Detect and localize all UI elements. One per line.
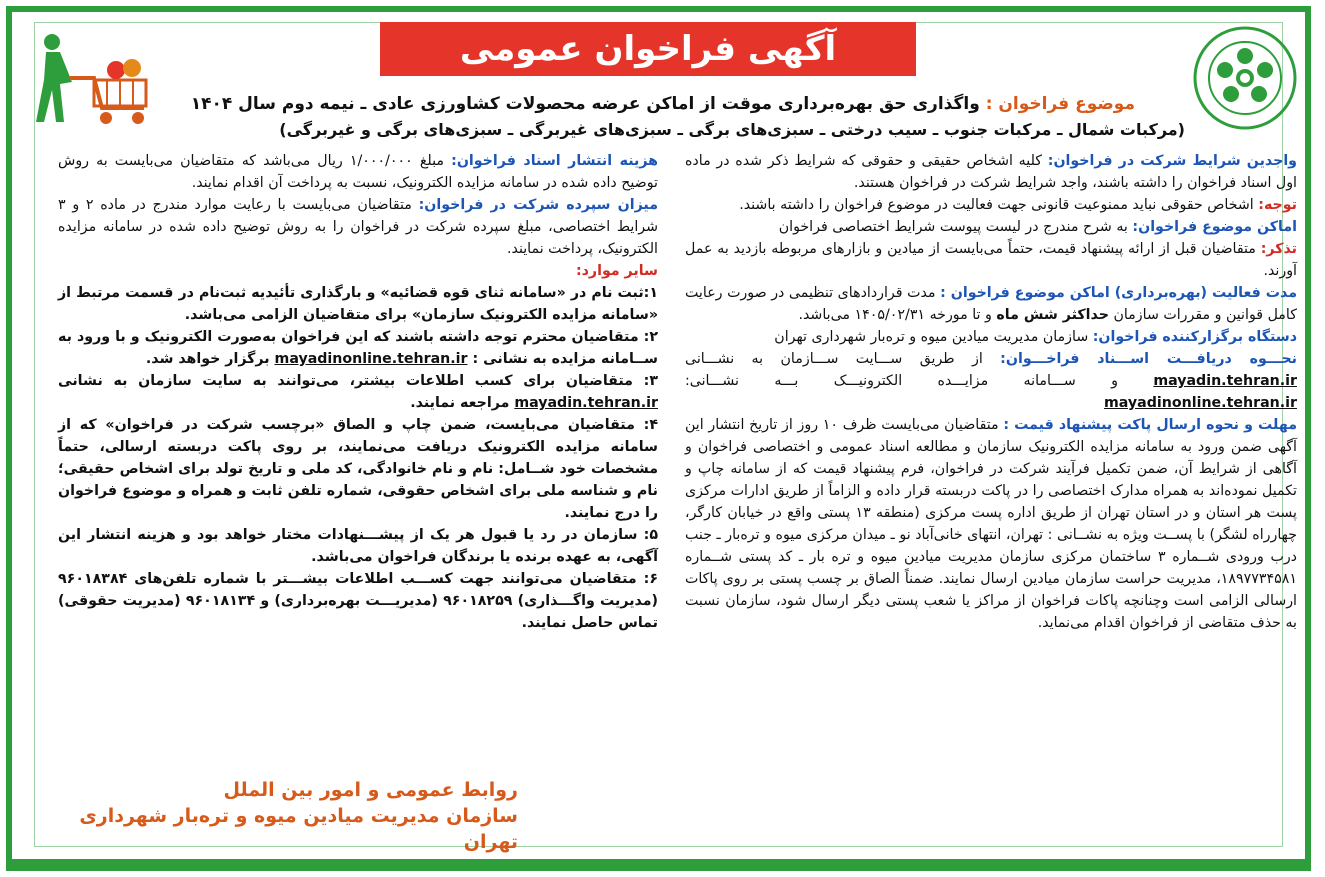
item-3-tail: مراجعه نمایند.	[410, 395, 510, 411]
deadline-section	[685, 414, 1297, 634]
reminder-text: متقاضیان قبل از ارائه پیشنهاد قیمت، حتماً می‌بایست از میادین و بازارهای مربوطه بازدید به عمل آورند.	[685, 241, 1297, 279]
note-label: توجه:	[1258, 197, 1297, 213]
organizer-section	[685, 326, 1297, 348]
subject-items: (مرکبات شمال ـ مرکبات جنوب ـ سیب درختی ـ سبزی‌های برگی ـ سبزی‌های غیربرگی ـ سبزی‌های برگی و غیربرگی)	[279, 120, 1185, 139]
duration-label: مدت فعالیت (بهره‌برداری) اماکن موضوع فراخوان :	[940, 285, 1297, 301]
item-4: ۴: متقاضیان می‌بایست، ضمن چاپ و الصاق «برچسب شرکت در فراخوان» که از سامانه مزایده الکترونیک دریافت می‌نمایند، بر روی پاکت دربسته ارسالی، حتماً مشخصات خود شــامل: نام و نام خانوادگی، کد ملی و تاریخ تولد برای اشخاص حقیقی؛ نام و شناسه ملی برای اشخاص حقوقی، شماره تلفن ثابت و همراه و موضوع فراخوان را درج نمایند.	[58, 417, 658, 521]
deposit-section	[58, 194, 658, 260]
left-column	[58, 150, 658, 634]
duration-tail: و تا مورخه ۱۴۰۵/۰۲/۳۱ می‌باشد.	[798, 307, 992, 323]
cost-label: هزینه انتشار اسناد فراخوان:	[451, 153, 659, 169]
item-5: ۵: سازمان در رد یا قبول هر یک از پیشـــنهادات مختار خواهد بود و هزینه انتشار این آگهی، به عهده برنده یا برندگان فراخوان می‌باشد.	[58, 527, 658, 565]
footer-signature	[58, 777, 518, 855]
eligibility-label: واجدین شرایط شرکت در فراخوان:	[1047, 153, 1298, 169]
item-2-tail: برگزار خواهد شد.	[145, 351, 270, 367]
deposit-label: میزان سپرده شرکت در فراخوان:	[418, 197, 658, 213]
reminder-label: تذکر:	[1260, 241, 1297, 257]
item-3-text: ۳: متقاضیان برای کسب اطلاعات بیشتر، می‌توانند به سایت سازمان به نشانی	[58, 373, 658, 389]
other-label: سایر موارد:	[575, 263, 658, 279]
subject-line-2	[279, 120, 1185, 139]
organization-logo-icon	[1193, 26, 1297, 130]
item-2-text: ۲: متقاضیان محترم توجه داشته باشند که این فراخوان به‌صورت الکترونیک و با ورود به ســامانه مزایده به نشانی :	[58, 329, 658, 367]
duration-section	[685, 282, 1297, 326]
places-text: به شرح مندرج در لیست پیوست شرایط اختصاصی فراخوان	[778, 219, 1128, 235]
docs-url-2[interactable]: mayadinonline.tehran.ir	[1104, 395, 1297, 411]
subject-label: موضوع فراخوان :	[985, 94, 1135, 114]
footer-line-2: سازمان مدیریت میادین میوه و تره‌بار شهرداری تهران	[79, 805, 518, 853]
bottom-green-bar	[6, 863, 1311, 871]
eligibility-section	[685, 150, 1297, 194]
places-section	[685, 216, 1297, 238]
subject-line	[191, 94, 1135, 114]
organizer-text: سازمان مدیریت میادین میوه و تره‌بار شهرداری تهران	[774, 329, 1089, 345]
item-2-url[interactable]: mayadinonline.tehran.ir	[274, 351, 468, 367]
item-6: ۶: متقاضیان می‌توانند جهت کســـب اطلاعات بیشـــتر با شماره تلفن‌های ۹۶۰۱۸۳۸۴ (مدیریت واگـــذاری) ۹۶۰۱۸۲۵۹ (مدیریـــت بهره‌برداری) و ۹۶۰۱۸۱۳۴ (مدیریت حقوقی) تماس حاصل نمایند.	[58, 571, 658, 631]
deposit-text: متقاضیان می‌بایست با رعایت موارد مندرج در ماده ۲ و ۳ شرایط اختصاصی، مبلغ سپرده شرکت در فراخوان را به روش توضیح داده شده در سامانه مزایده الکترونیک، پرداخت نمایند.	[58, 197, 658, 257]
deadline-text: متقاضیان می‌بایست ظرف ۱۰ روز از تاریخ انتشار این آگهی ضمن ورود به سامانه مزایده الکترونیک سازمان و مطالعه اسناد عمومی و اختصاصی فراخوان و آگاهی از شرایط آن، ضمن تکمیل فرآیند شرکت در فراخوان، فرم پیشنهاد قیمت که از سامانه چاپ و تکمیل نموده‌اند به همراه مدارک اختصاصی را در پاکت دربسته قرار داده و الزاماً از طریق ادارات مرکزی پست هر استان و در استان تهران از طریق اداره پست مرکزی (منطقه ۱۳ پستی واقع در خیابان کارگر، چهارراه لشگر) با پســت ویژه به نشــانی : تهران، انتهای خانی‌آباد نو ـ میدان مرکزی میوه و تره‌بار ـ جنب درب ورودی شــماره ۳ ساختمان مرکزی سازمان مدیریت میادین میوه و تره بار ـ کد پستی شــماره ۱۸۹۷۷۳۴۵۸۱، مدیریت حراست سازمان میادین ارسال نمایند. ضمناً الصاق بر چسب پستی بر روی پاکات ارسالی الزامی است وچنانچه پاکات فراخوان از مراکز یا شعب پستی دیگر ارسال شود، سازمان نسبت به حذف متقاضی از فراخوان اقدام می‌نماید.	[685, 417, 1298, 631]
cost-section	[58, 150, 658, 194]
docs-section	[685, 348, 1297, 414]
docs-text: از طریق ســـایت ســـازمان به نشـــانی	[685, 351, 983, 367]
organizer-label: دستگاه برگزارکننده فراخوان:	[1092, 329, 1297, 345]
note-section	[685, 194, 1297, 216]
item-3-url[interactable]: mayadin.tehran.ir	[514, 395, 658, 411]
footer-line-1: روابط عمومی و امور بین الملل	[223, 779, 518, 801]
subject-text: واگذاری حق بهره‌برداری موقت از اماکن عرضه محصولات کشاورزی عادی ـ نیمه دوم سال ۱۴۰۴	[190, 94, 980, 114]
docs-text-2: و ســـامانه مزایـــده الکترونیـــک بـــه نشـــانی:	[685, 373, 1118, 389]
item-2	[58, 326, 658, 370]
right-column	[685, 150, 1297, 634]
docs-url-1[interactable]: mayadin.tehran.ir	[1153, 373, 1297, 389]
item-3	[58, 370, 658, 414]
reminder-section	[685, 238, 1297, 282]
duration-bold: حداکثر شش ماه	[996, 307, 1109, 323]
cost-text: مبلغ ۱/۰۰۰/۰۰۰ ریال می‌باشد که متقاضیان می‌بایست به روش توضیح داده شده در سامانه مزایده الکترونیک، نسبت به پرداخت آن اقدام نمایند.	[58, 153, 658, 191]
eligibility-text: کلیه اشخاص حقیقی و حقوقی که شرایط ذکر شده در ماده اول اسناد فراخوان را داشته باشند، واجد شرایط شرکت در فراخوان هستند.	[685, 153, 1297, 191]
duration-text: مدت قراردادهای تنظیمی در صورت رعایت کامل قوانین و مقررات سازمان	[685, 285, 1297, 323]
docs-label: نحـــوه دریافـــت اســـناد فراخـــوان:	[1000, 351, 1297, 367]
shopping-cart-icon	[32, 30, 162, 130]
places-label: اماکن موضوع فراخوان:	[1132, 219, 1297, 235]
deadline-label: مهلت و نحوه ارسال پاکت پیشنهاد قیمت :	[1003, 417, 1297, 433]
item-1: ۱:ثبت نام در «سامانه ثنای قوه قضائیه» و بارگذاری تأئیدیه ثبت‌نام در قسمت مرتبط از «سامانه مزایده الکترونیک سازمان» برای متقاضیان الزامی می‌باشد.	[58, 285, 658, 323]
page-title: آگهی فراخوان عمومی	[380, 22, 916, 76]
note-text: اشخاص حقوقی نباید ممنوعیت قانونی جهت فعالیت در موضوع فراخوان را داشته باشند.	[739, 197, 1254, 213]
